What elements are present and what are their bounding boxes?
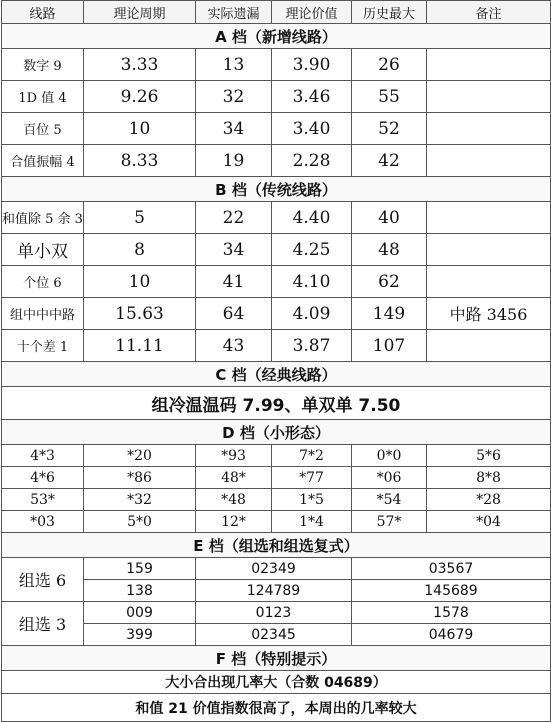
d-cell: 8*8: [427, 467, 551, 489]
d-cell: *06: [352, 467, 427, 489]
lottery-analysis-table: [1, 0, 551, 722]
d-cell: *04: [427, 511, 551, 533]
section-c-row: [2, 362, 551, 387]
e-cell: 1578: [352, 602, 551, 624]
row-note: [427, 234, 551, 266]
d-cell: 0*0: [352, 445, 427, 467]
row-name: 合值振幅 4: [2, 145, 84, 177]
section-e-row: [2, 533, 551, 558]
row-value: 4.40: [272, 202, 352, 234]
row-name: 和值除 5 余 3: [2, 202, 84, 234]
row-name: 百位 5: [2, 113, 84, 145]
d-cell: 48*: [196, 467, 272, 489]
section-f-title: F 档（特别提示）: [2, 646, 551, 671]
d-cell: 57*: [352, 511, 427, 533]
e-cell: 145689: [352, 580, 551, 602]
row-max: 52: [352, 113, 427, 145]
d-cell: *03: [2, 511, 84, 533]
e-cell: 02349: [196, 558, 352, 580]
section-d-title: D 档（小形态）: [2, 420, 551, 445]
table-row: [2, 234, 551, 266]
header-miss: 实际遗漏: [196, 1, 272, 24]
row-period: 3.33: [84, 49, 196, 81]
header-row: [2, 1, 551, 24]
table-row: [2, 445, 551, 467]
group-label: 组选 3: [2, 602, 84, 646]
row-period: 8: [84, 234, 196, 266]
row-value: 4.10: [272, 266, 352, 298]
d-cell: *77: [272, 467, 352, 489]
row-miss: 13: [196, 49, 272, 81]
row-period: 11.11: [84, 330, 196, 362]
e-cell: 159: [84, 558, 196, 580]
row-max: 26: [352, 49, 427, 81]
row-miss: 22: [196, 202, 272, 234]
d-cell: 4*6: [2, 467, 84, 489]
table-row: [2, 49, 551, 81]
row-note: 中路 3456: [427, 298, 551, 330]
e-cell: 399: [84, 624, 196, 646]
row-max: 149: [352, 298, 427, 330]
d-cell: *93: [196, 445, 272, 467]
row-period: 10: [84, 113, 196, 145]
e-cell: 009: [84, 602, 196, 624]
row-name: 1D 值 4: [2, 81, 84, 113]
d-cell: *86: [84, 467, 196, 489]
row-period: 9.26: [84, 81, 196, 113]
table-row: [2, 602, 551, 624]
table-row: [2, 298, 551, 330]
section-a-row: [2, 24, 551, 49]
table-row: [2, 558, 551, 580]
d-cell: *28: [427, 489, 551, 511]
row-max: 48: [352, 234, 427, 266]
table-row: [2, 202, 551, 234]
table-row: [2, 113, 551, 145]
group-label: 组选 6: [2, 558, 84, 602]
section-e-title: E 档（组选和组选复式）: [2, 533, 551, 558]
header-note: 备注: [427, 1, 551, 24]
row-miss: 41: [196, 266, 272, 298]
row-miss: 19: [196, 145, 272, 177]
table-row: [2, 330, 551, 362]
row-max: 55: [352, 81, 427, 113]
header-period: 理论周期: [84, 1, 196, 24]
d-cell: 12*: [196, 511, 272, 533]
row-max: 40: [352, 202, 427, 234]
tip-text: 和值 21 价值指数很高了，本周出的几率较大: [2, 694, 551, 722]
row-miss: 34: [196, 113, 272, 145]
section-b-title: B 档（传统线路）: [2, 177, 551, 202]
row-max: 62: [352, 266, 427, 298]
row-value: 4.09: [272, 298, 352, 330]
table-row: [2, 624, 551, 646]
row-note: [427, 49, 551, 81]
table-row: [2, 580, 551, 602]
row-note: [427, 202, 551, 234]
row-miss: 43: [196, 330, 272, 362]
row-miss: 64: [196, 298, 272, 330]
row-name: 十个差 1: [2, 330, 84, 362]
row-miss: 34: [196, 234, 272, 266]
row-value: 3.90: [272, 49, 352, 81]
row-name: 单小双: [2, 234, 84, 266]
d-cell: 5*6: [427, 445, 551, 467]
e-cell: 03567: [352, 558, 551, 580]
d-cell: 1*4: [272, 511, 352, 533]
tip-row: [2, 671, 551, 694]
row-name: 数字 9: [2, 49, 84, 81]
table-row: [2, 467, 551, 489]
table-row: [2, 145, 551, 177]
e-cell: 04679: [352, 624, 551, 646]
row-name: 个位 6: [2, 266, 84, 298]
d-cell: 53*: [2, 489, 84, 511]
row-period: 15.63: [84, 298, 196, 330]
row-value: 3.87: [272, 330, 352, 362]
table-row: [2, 81, 551, 113]
d-cell: 1*5: [272, 489, 352, 511]
d-cell: *20: [84, 445, 196, 467]
d-cell: 7*2: [272, 445, 352, 467]
row-note: [427, 330, 551, 362]
row-note: [427, 266, 551, 298]
row-period: 10: [84, 266, 196, 298]
tip-text: 大小合出现几率大（合数 04689）: [2, 671, 551, 694]
header-max: 历史最大: [352, 1, 427, 24]
row-period: 8.33: [84, 145, 196, 177]
section-c-title: C 档（经典线路）: [2, 362, 551, 387]
section-a-title: A 档（新增线路）: [2, 24, 551, 49]
e-cell: 02345: [196, 624, 352, 646]
row-value: 2.28: [272, 145, 352, 177]
d-cell: 4*3: [2, 445, 84, 467]
section-d-row: [2, 420, 551, 445]
section-b-row: [2, 177, 551, 202]
row-note: [427, 81, 551, 113]
row-value: 3.40: [272, 113, 352, 145]
table-row: [2, 266, 551, 298]
table-row: [2, 489, 551, 511]
table-row: [2, 511, 551, 533]
header-route: 线路: [2, 1, 84, 24]
row-period: 5: [84, 202, 196, 234]
d-cell: *54: [352, 489, 427, 511]
section-c-content-row: [2, 387, 551, 420]
row-value: 4.25: [272, 234, 352, 266]
d-cell: *48: [196, 489, 272, 511]
e-cell: 124789: [196, 580, 352, 602]
section-c-text: 组冷温温码 7.99、单双单 7.50: [2, 387, 551, 420]
row-name: 组中中中路: [2, 298, 84, 330]
row-max: 107: [352, 330, 427, 362]
d-cell: 5*0: [84, 511, 196, 533]
row-miss: 32: [196, 81, 272, 113]
e-cell: 0123: [196, 602, 352, 624]
section-f-row: [2, 646, 551, 671]
tip-row: [2, 694, 551, 722]
d-cell: *32: [84, 489, 196, 511]
header-value: 理论价值: [272, 1, 352, 24]
row-note: [427, 145, 551, 177]
e-cell: 138: [84, 580, 196, 602]
row-max: 42: [352, 145, 427, 177]
row-note: [427, 113, 551, 145]
row-value: 3.46: [272, 81, 352, 113]
